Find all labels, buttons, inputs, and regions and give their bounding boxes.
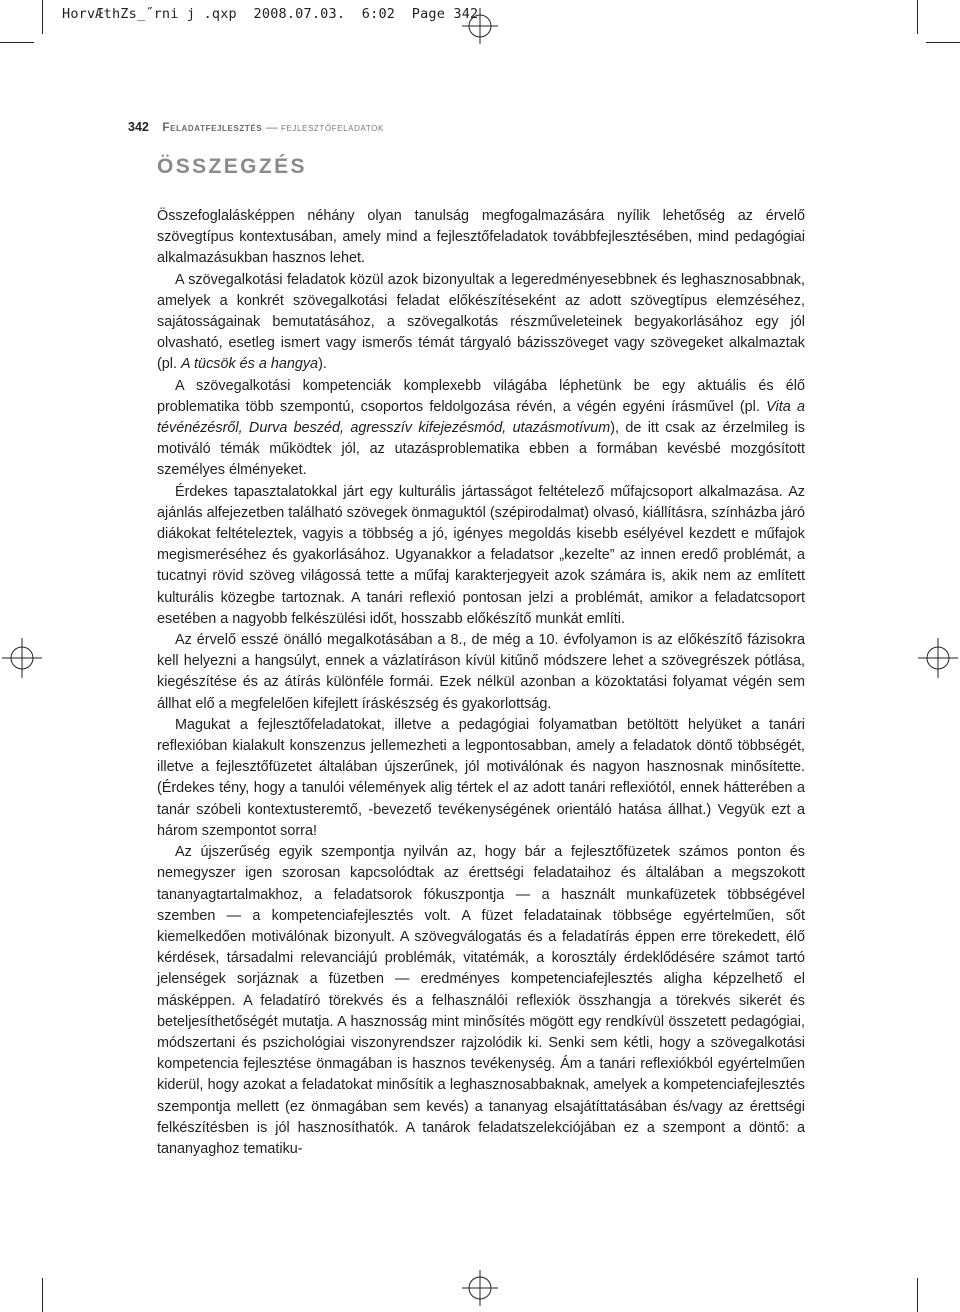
text-run: A szövegalkotási kompetenciák komplexebb világába léphetünk be egy aktuális és élő problematika több szempontú, csoportos feldolgozása révén, a végén egyéni írásművel (pl. (157, 377, 805, 415)
text-run: Az újszerűség egyik szempontja nyilván az, hogy bár a fejlesztőfüzetek számos ponton és nemegyszer igen szorosan kapcsolódtak az érettségi feladataihoz és általában a megszokott tananyagtartalmakhoz, a feladatsorok fókuszpontja — a használt munkafüzetek többségével szemben — a kompetenciafejlesztés volt. A füzet feladatainak többsége egyértelműen, sőt kiemelkedően motiválónak bizonyult. A szövegválogatás és a feladatírás éppen erre törekedett, élő kérdések, társadalmi relevanciájú problémák, vitatémák, a korosztály érdeklődésére számot tartó jelenségek sorjáznak a füzetben — eredményes kompetenciafejlesztés aligha képzelhető el másképpen. A feladatíró törekvés és a felhasználói reflexiók összhangja a törekvés sikerét és beteljesíthetőségét mutatja. A hasznosság mint minősítés mögött egy rendkívül összetett pedagógiai, módszertani és pszichológiai viszonyrendszer rajzolódik ki. Senki sem kétli, hogy a szövegalkotási kompetencia fejlesztése önmagában is hasznos tevékenység. Ám a tanári reflexiókból egyértelműen kiderül, hogy azokat a feladatokat minősítik a leghasznosabbaknak, amelyek a kompetenciafejlesztés szempontja mellett (ez önmagában sem kevés) a tananyag elsajátíttatásában és/vagy az érettségi felkészítésben is jól hasznosíthatók. A tanárok feladatszelekciójában ez a szempont a döntő: a tananyaghoz tematiku- (157, 844, 805, 1157)
text-run: ). (318, 356, 327, 373)
crop-mark-bottom-right-v (917, 1278, 918, 1312)
running-head (128, 120, 384, 134)
text-run: Érdekes tapasztalatokkal járt egy kulturális jártasságot feltételező műfajcsoport alkalmazása. Az ajánlás alfejezetben található szövegek önmaguktól (szépirodalmat) olvasó, kiállításra, színházba járó diákokat feltételeztek, vagyis a többség a jó, igényes megoldás kisebb esélyével kezdett e műfajok megismeréséhez és gyakorlásához. Ugyanakkor a feladatsor „kezelte” az innen eredő problémát, a tucatnyi rövid szöveg világossá tette a műfaj karakterjegyeit azok számára is, akik nem az említett kulturális közegbe tartoznak. A tanári reflexió pontosan jelzi a problémát, amikor a feladatcsoport esetében a nagyobb felkészülési időt, hosszabb előkészítő munkát említi. (157, 483, 805, 627)
italic-title: A tücsök és a hangya (181, 356, 319, 373)
text-run: Az érvelő esszé önálló megalkotásában a 8., de még a 10. évfolyamon is az előkészítő fázisokra kell helyezni a hangsúlyt, ennek a vázlatíráson kívül kitűnő módszere lehet a szövegrészek pótlása, kiegészítése és az átírás különféle formái. Ezek nélkül azonban a közoktatási folyamat végén sem állhat elő a megfelelően kifejlett íráskészség és gyakorlottság. (157, 632, 805, 712)
crop-mark-top-right-h (926, 42, 960, 43)
running-head-separator: — (265, 120, 278, 134)
paragraph (157, 376, 805, 482)
italic-title: Vita a tévénézésről, Durva beszéd, agresszív kifejezésmód, utazásmotívum (157, 398, 805, 437)
running-head-title: Feladatfejlesztés (162, 120, 263, 134)
section-title: ÖSSZEGZÉS (157, 155, 307, 178)
registration-mark-top (462, 8, 498, 44)
paragraph (157, 270, 805, 376)
paragraph (157, 206, 805, 270)
paragraph (157, 482, 805, 630)
page-number: 342 (128, 120, 149, 134)
paragraph (157, 842, 805, 1160)
crop-mark-top-right-v (917, 0, 918, 34)
registration-mark-left (2, 638, 42, 678)
crop-mark-bottom-left-v (42, 1278, 43, 1312)
text-run: Magukat a fejlesztőfeladatokat, illetve a pedagógiai folyamatban betöltött helyüket a tanári reflexióban kialakult konszenzus jellemezheti a legpontosabban, amely a feladatok döntő többségét, illetve a fejlesztőfüzetet általában újszerűnek, jól motiválónak és nagyon hasznosnak minősítette. (Érdekes tény, hogy a tanulói vélemények alig tértek el az adott tanári reflexiótól, ennek hátterében a tanár szóbeli kontextusteremtő, -bevezető tevékenységének orientáló hatása állhat.) Vegyük ezt a három szempontot sorra! (157, 716, 805, 839)
paragraph (157, 630, 805, 715)
print-slug: HorvÆthZs_˝rni j .qxp 2008.07.03. 6:02 Page 342 (62, 6, 479, 22)
crop-mark-top-left-h (0, 42, 34, 43)
text-run: A szövegalkotási feladatok közül azok bizonyultak a legeredményesebbnek és leghasznosabbnak, amelyek a konkrét szövegalkotási feladat előkészítéseként az adott szövegtípus elemzéséhez, sajátosságainak bemutatásához, a szövegalkotás részműveleteinek begyakorlásához egy jól olvasható, esetleg ismert vagy ismerős témát tárgyaló bázisszöveget vagy szövegeket alkalmaztak (pl. (157, 271, 805, 373)
text-run: ), de itt csak az érzelmileg is motiváló témák működtek jól, az utazásproblematika ebben a formában kevésbé mozgósított személyes élményeket. (157, 420, 805, 479)
registration-mark-bottom (462, 1270, 498, 1306)
text-run: Összefoglalásképpen néhány olyan tanulság megfogalmazására nyílik lehetőség az érvelő szövegtípus kontextusában, amely mind a fejlesztőfeladatok továbbfejlesztésében, mind pedagógiai alkalmazásukban hasznos lehet. (157, 208, 805, 267)
body-text (157, 206, 805, 1160)
crop-mark-top-left-v (42, 0, 43, 34)
registration-mark-right (918, 638, 958, 678)
paragraph (157, 715, 805, 842)
running-head-subtitle: fejlesztőfeladatok (280, 120, 384, 134)
